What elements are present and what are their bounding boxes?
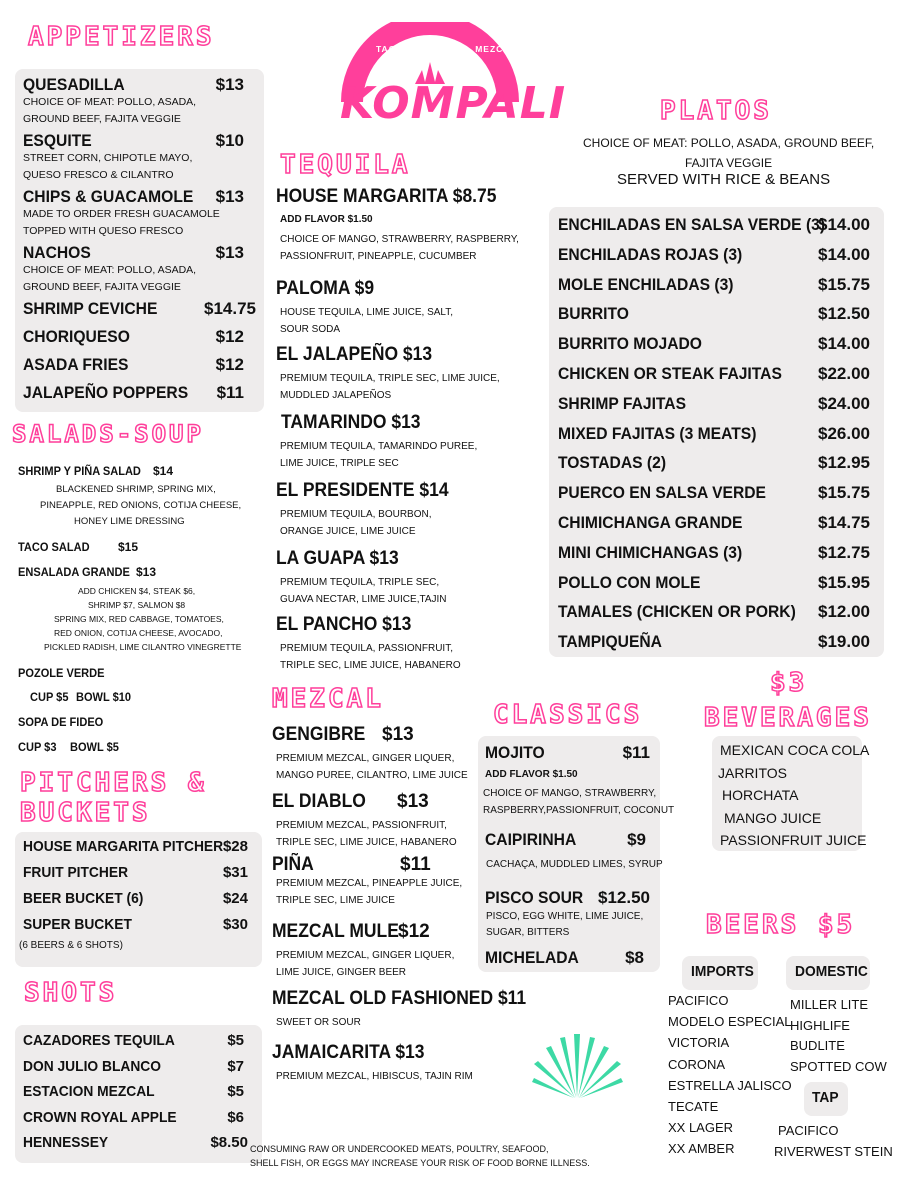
mezcal-drink-desc: TRIPLE SEC, LIME JUICE, HABANERO <box>276 837 457 848</box>
pitcher-name: FRUIT PITCHER <box>23 864 129 881</box>
shot-name: ESTACION MEZCAL <box>23 1083 155 1100</box>
pitcher-name: BEER BUCKET (6) <box>23 890 144 907</box>
plato-name: POLLO CON MOLE <box>558 572 701 592</box>
taco-salad-name: TACO SALAD <box>18 540 90 554</box>
import-beer: VICTORIA <box>668 1035 730 1051</box>
appetizer-name: ASADA FRIES <box>23 355 129 374</box>
mezcal-drink-desc: MANGO PUREE, CILANTRO, LIME JUICE <box>276 770 468 781</box>
taco-salad-price: $15 <box>118 540 139 554</box>
tequila-drink-desc: HOUSE TEQUILA, LIME JUICE, SALT, <box>280 307 454 318</box>
mezcal-drink-price: $13 <box>397 791 429 812</box>
appetizer-desc: GROUND BEEF, FAJITA VEGGIE <box>23 113 181 125</box>
appetizer-price: $12 <box>215 355 244 374</box>
beverages-title-1: $3 <box>770 668 808 698</box>
import-beer: MODELO ESPECIAL <box>668 1014 792 1030</box>
appetizer-name: ESQUITE <box>23 131 92 150</box>
appetizer-name: NACHOS <box>23 243 91 262</box>
tequila-section <box>276 186 526 686</box>
super-bucket-note: (6 BEERS & 6 SHOTS) <box>19 940 123 951</box>
mezcal-drink-desc: PREMIUM MEZCAL, GINGER LIQUER, <box>276 950 455 961</box>
platos-box <box>549 207 884 657</box>
tequila-drink-desc: PREMIUM TEQUILA, TRIPLE SEC, LIME JUICE, <box>280 373 500 384</box>
plato-name: MINI CHIMICHANGAS (3) <box>558 542 743 562</box>
ensalada-grande-desc-2: SHRIMP $7, SALMON $8 <box>88 600 186 610</box>
appetizer-desc: QUESO FRESCO & CILANTRO <box>23 169 174 181</box>
platos-subtitle-2: FAJITA VEGGIE <box>685 156 773 170</box>
platos-subtitle-3: SERVED WITH RICE & BEANS <box>617 171 831 188</box>
plato-price: $14.00 <box>818 334 870 354</box>
shot-price: $5 <box>227 1032 244 1049</box>
shot-price: $5 <box>227 1083 244 1100</box>
appetizer-name: SHRIMP CEVICHE <box>23 299 158 318</box>
plato-price: $14.75 <box>818 513 870 532</box>
appetizer-name: CHORIQUESO <box>23 327 130 346</box>
mezcal-drink-price: $13 <box>382 724 414 745</box>
plato-name: BURRITO <box>558 304 629 324</box>
plato-price: $15.75 <box>818 274 870 294</box>
plato-name: TOSTADAS (2) <box>558 453 667 473</box>
mojito-sub: ADD FLAVOR $1.50 <box>485 769 578 780</box>
appetizer-price: $11 <box>216 383 244 402</box>
mezcal-drink-name: JAMAICARITA $13 <box>272 1042 425 1063</box>
tequila-drink-desc: PREMIUM TEQUILA, TRIPLE SEC, <box>280 577 440 588</box>
plato-price: $15.75 <box>818 483 870 503</box>
appetizer-desc: TOPPED WITH QUESO FRESCO <box>23 225 184 237</box>
shot-name: CROWN ROYAL APPLE <box>23 1108 177 1126</box>
plato-price: $12.95 <box>818 453 870 473</box>
plato-name: TAMALES (CHICKEN OR PORK) <box>558 602 796 622</box>
mojito-desc-1: CHOICE OF MANGO, STRAWBERRY, <box>483 788 657 799</box>
plato-name: ENCHILADAS EN SALSA VERDE (3) <box>558 215 826 234</box>
import-beer: CORONA <box>668 1056 726 1072</box>
appetizer-desc: STREET CORN, CHIPOTLE MAYO, <box>23 152 193 164</box>
classics-title: CLASSICS <box>493 700 643 730</box>
appetizer-price: $12 <box>215 327 244 346</box>
plato-price: $14.00 <box>818 244 870 264</box>
tequila-drink-desc: ORANGE JUICE, LIME JUICE <box>280 526 416 537</box>
shot-price: $6 <box>227 1108 244 1126</box>
plato-price: $12.75 <box>818 542 870 562</box>
imports-label-box <box>682 956 758 990</box>
pitchers-title-2: BUCKETS <box>20 798 151 828</box>
import-beer: XX AMBER <box>668 1141 735 1157</box>
ensalada-grande-desc-3: SPRING MIX, RED CABBAGE, TOMATOES, <box>54 614 224 624</box>
tequila-drink-desc: MUDDLED JALAPEÑOS <box>280 390 392 401</box>
tequila-drink-name: PALOMA $9 <box>276 278 375 299</box>
tequila-drink-desc: CHOICE OF MANGO, STRAWBERRY, RASPBERRY, <box>280 234 519 245</box>
plato-price: $15.95 <box>818 572 870 592</box>
tequila-drink-name: EL PRESIDENTE $14 <box>276 480 449 501</box>
pitcher-name: SUPER BUCKET <box>23 916 132 933</box>
tequila-drink-desc: PASSIONFRUIT, PINEAPPLE, CUCUMBER <box>280 251 477 262</box>
shots-title: SHOTS <box>24 978 118 1008</box>
plato-name: PUERCO EN SALSA VERDE <box>558 483 766 503</box>
domestic-beer: HIGHLIFE <box>790 1017 850 1033</box>
import-beer: ESTRELLA JALISCO <box>668 1077 792 1093</box>
ensalada-grande-desc-4: RED ONION, COTIJA CHEESE, AVOCADO, <box>54 628 223 638</box>
beverage-item: PASSIONFRUIT JUICE <box>720 832 867 848</box>
plato-name: CHICKEN OR STEAK FAJITAS <box>558 364 782 383</box>
plato-name: BURRITO MOJADO <box>558 334 702 354</box>
mojito-desc-2: RASPBERRY,PASSIONFRUIT, COCONUT <box>483 805 675 816</box>
tap-label: TAP <box>812 1089 839 1106</box>
plato-name: MOLE ENCHILADAS (3) <box>558 274 734 294</box>
beers-title: BEERS $5 <box>706 910 856 940</box>
tequila-drink-name: EL PANCHO $13 <box>276 614 412 635</box>
pisco-price: $12.50 <box>598 888 650 907</box>
appetizer-name: QUESADILLA <box>23 75 125 94</box>
pisco-desc-2: SUGAR, BITTERS <box>486 927 570 938</box>
plato-price: $22.00 <box>818 364 870 383</box>
appetizer-desc: MADE TO ORDER FRESH GUACAMOLE <box>23 208 220 220</box>
tap-beer: RIVERWEST STEIN <box>774 1144 893 1159</box>
pozole-bowl: BOWL $10 <box>76 690 132 704</box>
shrimp-salad-desc-2: PINEAPPLE, RED ONIONS, COTIJA CHEESE, <box>40 500 242 511</box>
domestic-label: DOMESTIC <box>795 963 868 980</box>
pitcher-price: $31 <box>222 864 248 881</box>
tequila-title: TEQUILA <box>280 150 411 180</box>
classics-box <box>478 736 675 972</box>
logo <box>330 22 567 132</box>
salads-section <box>18 462 258 762</box>
mezcal-drink-desc: PREMIUM MEZCAL, PINEAPPLE JUICE, <box>276 878 463 889</box>
domestic-beer: MILLER LITE <box>790 997 869 1012</box>
mezcal-drink-desc: TRIPLE SEC, LIME JUICE <box>276 895 395 906</box>
mezcal-drink-name: GENGIBRE <box>272 724 366 745</box>
beverage-item: MANGO JUICE <box>724 809 822 826</box>
tap-label-box <box>804 1082 848 1116</box>
pisco-name: PISCO SOUR <box>485 888 584 907</box>
pitcher-price: $28 <box>222 838 248 855</box>
shrimp-salad-desc-3: HONEY LIME DRESSING <box>74 516 185 527</box>
tequila-drink-desc: LIME JUICE, TRIPLE SEC <box>280 458 399 469</box>
import-beer: XX LAGER <box>668 1120 734 1136</box>
footer-disclaimer-1: CONSUMING RAW OR UNDERCOOKED MEATS, POULTRY, SEAFOOD, <box>250 1144 549 1154</box>
plato-name: SHRIMP FAJITAS <box>558 393 687 413</box>
shot-price: $7 <box>227 1057 244 1075</box>
tequila-drink-name: HOUSE MARGARITA $8.75 <box>276 186 497 207</box>
platos-subtitle-1: CHOICE OF MEAT: POLLO, ASADA, GROUND BEEF, <box>583 136 875 150</box>
caipirinha-price: $9 <box>627 830 646 849</box>
shot-price: $8.50 <box>210 1134 248 1151</box>
mezcal-drink-desc: PREMIUM MEZCAL, GINGER LIQUER, <box>276 753 455 764</box>
mezcal-drink-price: $11 <box>400 854 431 875</box>
mezcal-drink-desc: SWEET OR SOUR <box>276 1017 361 1028</box>
plato-price: $14.00 <box>818 215 870 234</box>
shot-name: DON JULIO BLANCO <box>23 1057 161 1075</box>
shrimp-salad-name: SHRIMP Y PIÑA SALAD <box>18 464 141 478</box>
fideo-name: SOPA DE FIDEO <box>18 715 104 729</box>
footer-disclaimer-2: SHELL FISH, OR EGGS MAY INCREASE YOUR RISK OF FOOD BORNE ILLNESS. <box>250 1158 590 1168</box>
appetizer-name: JALAPEÑO POPPERS <box>23 383 189 402</box>
appetizer-desc: GROUND BEEF, FAJITA VEGGIE <box>23 281 181 293</box>
appetizers-box <box>15 69 264 412</box>
tequila-drink-name: EL JALAPEÑO $13 <box>276 344 433 365</box>
mezcal-drink-name: MEZCAL OLD FASHIONED $11 <box>272 988 527 1009</box>
ensalada-grande-desc-1: ADD CHICKEN $4, STEAK $6, <box>78 586 196 596</box>
mezcal-drink-desc: PREMIUM MEZCAL, PASSIONFRUIT, <box>276 820 447 831</box>
plato-name: MIXED FAJITAS (3 MEATS) <box>558 423 757 443</box>
pisco-desc-1: PISCO, EGG WHITE, LIME JUICE, <box>486 911 644 922</box>
appetizer-price: $13 <box>215 75 244 94</box>
ensalada-grande-desc-5: PICKLED RADISH, LIME CILANTRO VINEGRETTE <box>44 642 242 652</box>
pitcher-price: $30 <box>222 916 248 933</box>
plato-price: $12.50 <box>818 304 870 324</box>
mezcal-drink-name: MEZCAL MULE <box>272 921 399 942</box>
appetizer-desc: CHOICE OF MEAT: POLLO, ASADA, <box>23 264 197 276</box>
domestic-label-box <box>786 956 870 990</box>
salads-title: SALADS-SOUP <box>12 420 204 448</box>
michelada-name: MICHELADA <box>485 948 579 967</box>
mezcal-drink-name: PIÑA <box>272 854 314 875</box>
plato-name: ENCHILADAS ROJAS (3) <box>558 244 743 264</box>
beverage-item: HORCHATA <box>722 787 799 803</box>
mezcal-drink-name: EL DIABLO <box>272 791 366 812</box>
tequila-drink-desc: SOUR SODA <box>280 324 341 335</box>
tequila-drink-desc: PREMIUM TEQUILA, BOURBON, <box>280 509 432 520</box>
domestic-beer: SPOTTED COW <box>790 1058 887 1074</box>
beverages-box <box>712 736 870 851</box>
tequila-drink-desc: TRIPLE SEC, LIME JUICE, HABANERO <box>280 660 461 671</box>
pitchers-title-1: PITCHERS & <box>20 768 207 798</box>
logo-tagline: TACOS · TEQUILA · MEZCAL <box>376 44 517 54</box>
fideo-cup: CUP $3 <box>18 740 57 754</box>
pitcher-name: HOUSE MARGARITA PITCHER <box>23 838 224 855</box>
mezcal-drink-desc: PREMIUM MEZCAL, HIBISCUS, TAJIN RIM <box>276 1071 473 1082</box>
tequila-drink-desc: PREMIUM TEQUILA, TAMARINDO PUREE, <box>280 441 478 452</box>
plato-price: $26.00 <box>818 423 870 443</box>
plato-price: $12.00 <box>818 602 870 622</box>
appetizer-price: $10 <box>215 131 244 150</box>
imports-label: IMPORTS <box>691 963 754 980</box>
appetizer-price: $14.75 <box>204 299 256 318</box>
caipirinha-desc: CACHAÇA, MUDDLED LIMES, SYRUP <box>486 859 663 870</box>
pitcher-price: $24 <box>222 890 248 907</box>
ensalada-grande-name: ENSALADA GRANDE <box>18 565 130 579</box>
appetizer-price: $13 <box>215 187 244 206</box>
mezcal-drink-price: $12 <box>398 921 430 942</box>
tap-beer: PACIFICO <box>778 1123 839 1138</box>
beverage-item: JARRITOS <box>718 764 787 781</box>
platos-title: PLATOS <box>660 96 772 126</box>
shrimp-salad-price: $14 <box>153 464 174 478</box>
plato-name: CHIMICHANGA GRANDE <box>558 513 743 532</box>
pitchers-box <box>15 832 262 967</box>
tequila-drink-name: TAMARINDO $13 <box>281 412 421 433</box>
import-beer: TECATE <box>668 1099 719 1114</box>
beverage-item: MEXICAN COCA COLA <box>720 742 870 758</box>
appetizers-title: APPETIZERS <box>28 22 215 52</box>
tequila-drink-name: LA GUAPA $13 <box>276 548 399 569</box>
shrimp-salad-desc-1: BLACKENED SHRIMP, SPRING MIX, <box>56 484 216 495</box>
appetizer-name: CHIPS & GUACAMOLE <box>23 187 194 206</box>
domestic-beer: BUDLITE <box>790 1038 845 1053</box>
appetizer-price: $13 <box>215 243 244 262</box>
logo-name: KOMPALI <box>340 78 567 129</box>
tequila-drink-desc: PREMIUM TEQUILA, PASSIONFRUIT, <box>280 643 453 654</box>
plato-price: $19.00 <box>818 632 870 652</box>
shot-name: HENNESSEY <box>23 1134 109 1151</box>
pozole-cup: CUP $5 <box>30 690 69 704</box>
plato-name: TAMPIQUEÑA <box>558 632 662 652</box>
import-beer: PACIFICO <box>668 993 729 1008</box>
shots-box <box>15 1025 262 1163</box>
caipirinha-name: CAIPIRINHA <box>485 830 577 849</box>
beverages-title-2: BEVERAGES <box>704 703 872 733</box>
pozole-name: POZOLE VERDE <box>18 666 105 680</box>
tequila-drink-desc: GUAVA NECTAR, LIME JUICE,TAJIN <box>280 594 447 605</box>
agave-icon <box>530 1030 625 1100</box>
mojito-name: MOJITO <box>485 743 545 762</box>
michelada-price: $8 <box>625 948 644 967</box>
mojito-price: $11 <box>622 743 650 762</box>
plato-price: $24.00 <box>818 393 870 413</box>
shot-name: CAZADORES TEQUILA <box>23 1032 175 1049</box>
appetizer-desc: CHOICE OF MEAT: POLLO, ASADA, <box>23 96 197 108</box>
mezcal-title: MEZCAL <box>272 684 384 714</box>
ensalada-grande-price: $13 <box>136 565 157 579</box>
tequila-drink-sub: ADD FLAVOR $1.50 <box>280 214 373 225</box>
fideo-bowl: BOWL $5 <box>70 740 119 754</box>
mezcal-drink-desc: LIME JUICE, GINGER BEER <box>276 967 407 978</box>
